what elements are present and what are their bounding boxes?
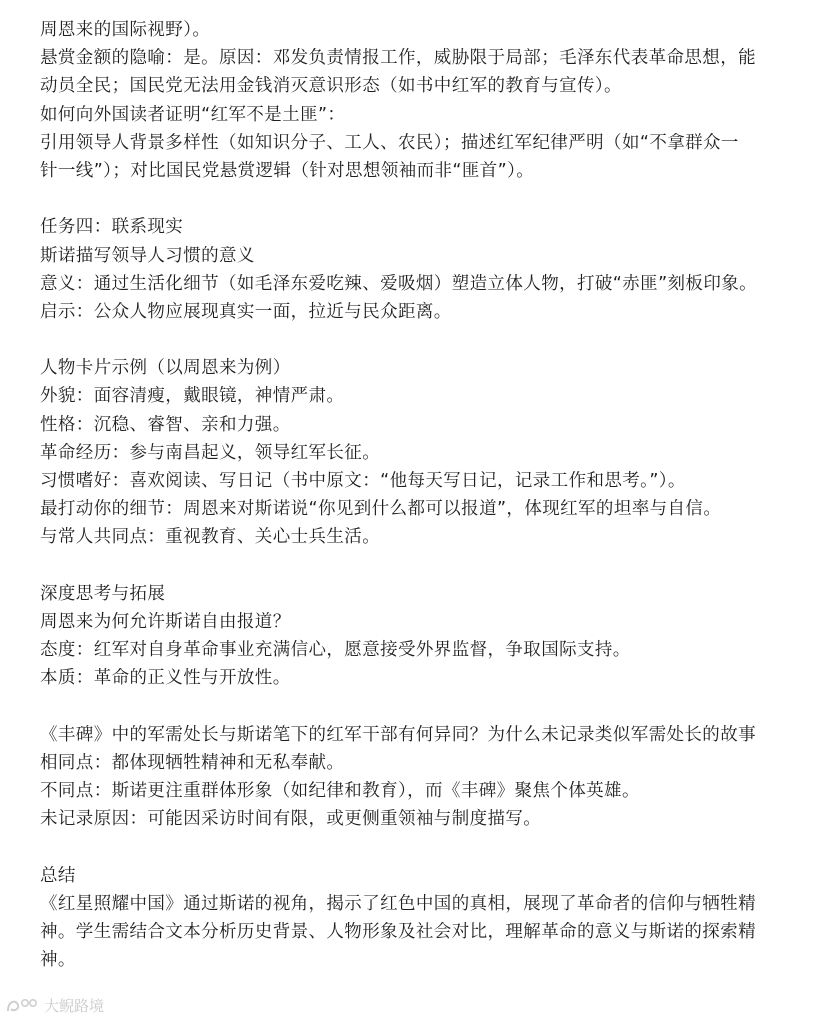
text-line: 最打动你的细节：周恩来对斯诺说“你见到什么都可以报道”，体现红军的坦率与自信。	[40, 499, 722, 520]
text-line: 针一线”）；对比国民党悬赏逻辑（针对思想领袖而非“匪首”）。	[40, 160, 535, 181]
text-line: 不同点：斯诺更注重群体形象（如纪律和教育），而《丰碑》聚焦个体英雄。	[40, 781, 640, 802]
text-line: 本质：革命的正义性与开放性。	[40, 668, 291, 689]
text-line: 人物卡片示例（以周恩来为例）	[40, 358, 291, 379]
document-body	[40, 16, 820, 974]
blank-line	[40, 185, 820, 213]
text-line: 习惯嗜好：喜欢阅读、写日记（书中原文：“他每天写日记，记录工作和思考。”）。	[40, 471, 686, 491]
text-line: 性格：沉稳、睿智、亲和力强。	[40, 414, 291, 435]
text-line: 斯诺描写领导人习惯的意义	[40, 245, 255, 266]
text-line: 周恩来的国际视野）。	[40, 20, 211, 40]
text-line: 深度思考与拓展	[40, 583, 166, 604]
text-line: 外貌：面容清瘦，戴眼镜，神情严肃。	[40, 386, 345, 407]
blank-line	[40, 693, 820, 721]
text-line: 动员全民；国民党无法用金钱消灭意识形态（如书中红军的教育与宣传）。	[40, 76, 622, 97]
watermark	[6, 995, 104, 1016]
text-line: 神。	[40, 950, 76, 971]
blank-line	[40, 833, 820, 861]
text-line: 《红星照耀中国》通过斯诺的视角，揭示了红色中国的真相，展现了革命者的信仰与牺牲精	[40, 893, 756, 914]
text-line: 意义：通过生活化细节（如毛泽东爱吃辣、爱吸烟）塑造立体人物，打破“赤匪”刻板印象。	[40, 273, 758, 294]
text-line: 神。学生需结合文本分析历史背景、人物形象及社会对比，理解革命的意义与斯诺的探索精	[40, 922, 756, 942]
text-line: 《丰碑》中的军需处长与斯诺笔下的红军干部有何异同？为什么未记录类似军需处长的故事	[40, 724, 756, 745]
watermark-logo-icon	[6, 997, 40, 1015]
text-line: 引用领导人背景多样性（如知识分子、工人、农民）；描述红军纪律严明（如“不拿群众一	[40, 132, 739, 153]
watermark-text: 大鲵路境	[44, 997, 105, 1015]
blank-line	[40, 326, 820, 354]
text-line: 态度：红军对自身革命事业充满信心，愿意接受外界监督，争取国际支持。	[40, 640, 631, 661]
text-line: 启示：公众人物应展现真实一面，拉近与民众距离。	[40, 301, 452, 322]
text-line: 总结	[40, 865, 76, 886]
text-line: 与常人共同点：重视教育、关心士兵生活。	[40, 527, 381, 548]
text-line: 相同点：都体现牺牲精神和无私奉献。	[40, 752, 345, 773]
text-line: 周恩来为何允许斯诺自由报道？	[40, 611, 291, 632]
text-line: 未记录原因：可能因采访时间有限，或更侧重领袖与制度描写。	[40, 809, 542, 830]
blank-line	[40, 552, 820, 580]
text-line: 革命经历：参与南昌起义，领导红军长征。	[40, 442, 381, 463]
text-line: 悬赏金额的隐喻：是。原因：邓发负责情报工作，威胁限于局部；毛泽东代表革命思想，能	[40, 48, 756, 69]
text-line: 如何向外国读者证明“红军不是土匪”：	[40, 104, 346, 125]
text-line: 任务四：联系现实	[40, 217, 184, 238]
